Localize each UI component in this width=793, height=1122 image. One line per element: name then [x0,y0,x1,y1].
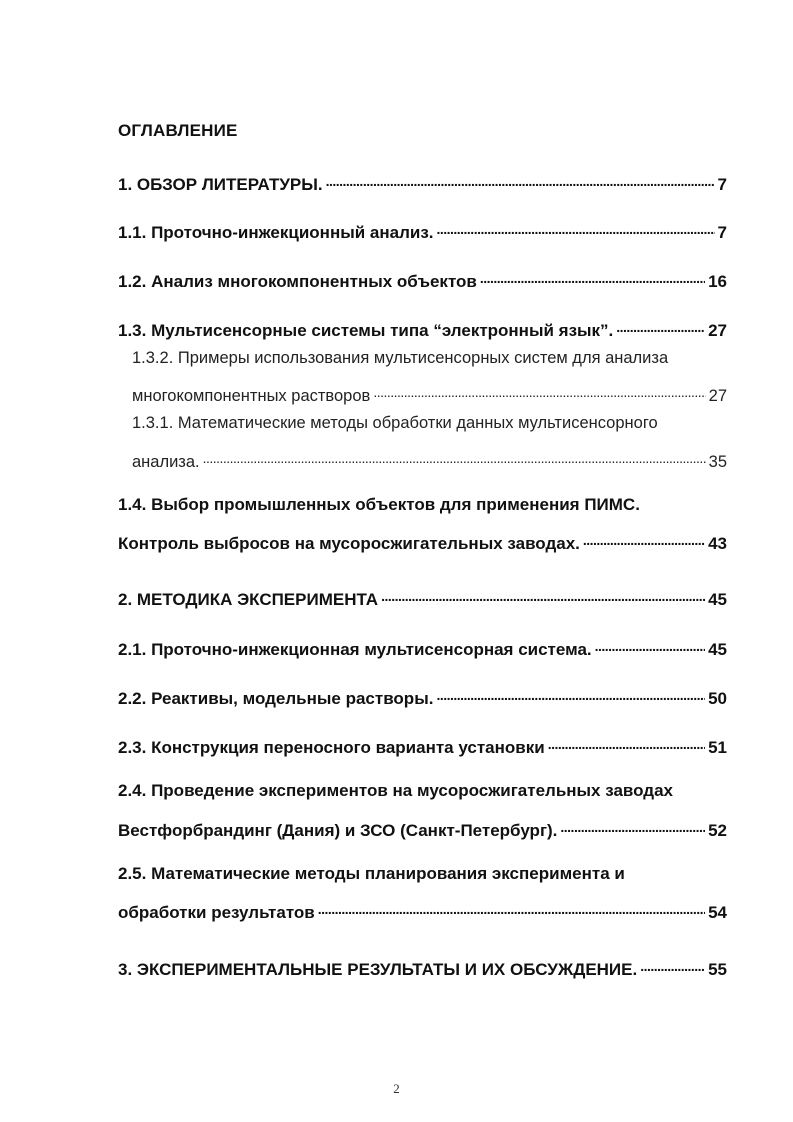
toc-dot-leader [583,527,705,549]
toc-entry [118,896,727,924]
toc-dot-leader [548,731,705,753]
toc-subentry-line1 [132,412,727,434]
toc-entry-page: 55 [708,960,727,979]
toc-entry [118,953,727,981]
page-number: 2 [393,1081,400,1096]
toc-entry-page: 54 [708,903,727,922]
toc-dot-leader [326,168,715,190]
toc-entry-page: 35 [708,453,727,471]
toc-entry [118,731,727,759]
toc-entry-page: 27 [708,387,727,405]
toc-entry-page: 7 [717,175,727,194]
toc-subentry [132,445,727,473]
toc-entry-text: Контроль выбросов на мусоросжигательных заводах. [118,534,580,553]
toc-entry-text: 2.1. Проточно-инжекционная мультисенсорная система. [118,640,592,659]
toc-entry [118,814,727,842]
toc-entry-page: 16 [708,272,727,291]
toc-entry-text: 3. ЭКСПЕРИМЕНТАЛЬНЫЕ РЕЗУЛЬТАТЫ И ИХ ОБСУЖДЕНИЕ. [118,960,638,979]
toc-subentry-line1 [132,347,727,369]
toc-entry-text: многокомпонентных растворов [132,387,371,405]
toc-entry-page: 45 [708,590,727,609]
toc-entry-page: 27 [708,321,727,340]
toc-dot-leader [381,583,705,605]
toc-entry [118,583,727,611]
toc-entry [118,168,727,196]
toc-entry-text: 1. ОБЗОР ЛИТЕРАТУРЫ. [118,175,323,194]
toc-entry-text: 2.2. Реактивы, модельные растворы. [118,689,434,708]
toc-entry [118,265,727,293]
toc-dot-leader [480,265,705,287]
toc-entry-page: 43 [708,534,727,553]
toc-dot-leader [595,633,705,655]
toc-title: ОГЛАВЛЕНИЕ [118,121,238,140]
toc-entry-text: 2.4. Проведение экспериментов на мусоросжигательных заводах [118,781,673,800]
toc-dot-leader [373,379,705,401]
toc-entry-page: 7 [717,223,727,242]
toc-entry-text: анализа. [132,453,200,471]
toc-entry-text: 2.3. Конструкция переносного варианта установки [118,738,545,757]
toc-entry-page: 50 [708,689,727,708]
toc-dot-leader [318,896,705,918]
toc-dot-leader [640,953,705,975]
toc-entry [118,216,727,244]
toc-entry-text: 2. МЕТОДИКА ЭКСПЕРИМЕНТА [118,590,379,609]
toc-entry-text: 1.3. Мультисенсорные системы типа “электронный язык”. [118,321,614,340]
toc-dot-leader [203,445,706,467]
toc-entry-text: 1.3.2. Примеры использования мультисенсорных систем для анализа [132,349,669,367]
toc-entry [118,527,727,555]
toc-entry-page: 52 [708,821,727,840]
toc-entry-text: 2.5. Математические методы планирования эксперимента и [118,864,625,883]
toc-entry-text: обработки результатов [118,903,315,922]
toc-entry-page: 45 [708,640,727,659]
toc-dot-leader [436,682,705,704]
toc-subentry [132,379,727,407]
toc-entry-text: 1.1. Проточно-инжекционный анализ. [118,223,434,242]
toc-dot-leader [437,216,715,238]
toc-entry-text: 1.3.1. Математические методы обработки данных мультисенсорного [132,414,658,432]
toc-dot-leader [560,814,705,836]
toc-dot-leader [616,314,705,336]
toc-entry-text: 1.4. Выбор промышленных объектов для применения ПИМС. [118,495,640,514]
toc-entry-line1 [118,863,727,885]
toc-entry-page: 51 [708,738,727,757]
toc-entry [118,633,727,661]
toc-entry-text: Вестфорбрандинг (Дания) и ЗСО (Санкт-Петербург). [118,821,558,840]
toc-entry-line1 [118,494,727,516]
toc-entry-line1 [118,780,727,802]
toc-entry-text: 1.2. Анализ многокомпонентных объектов [118,272,477,291]
toc-entry [118,314,727,342]
toc-entry [118,682,727,710]
